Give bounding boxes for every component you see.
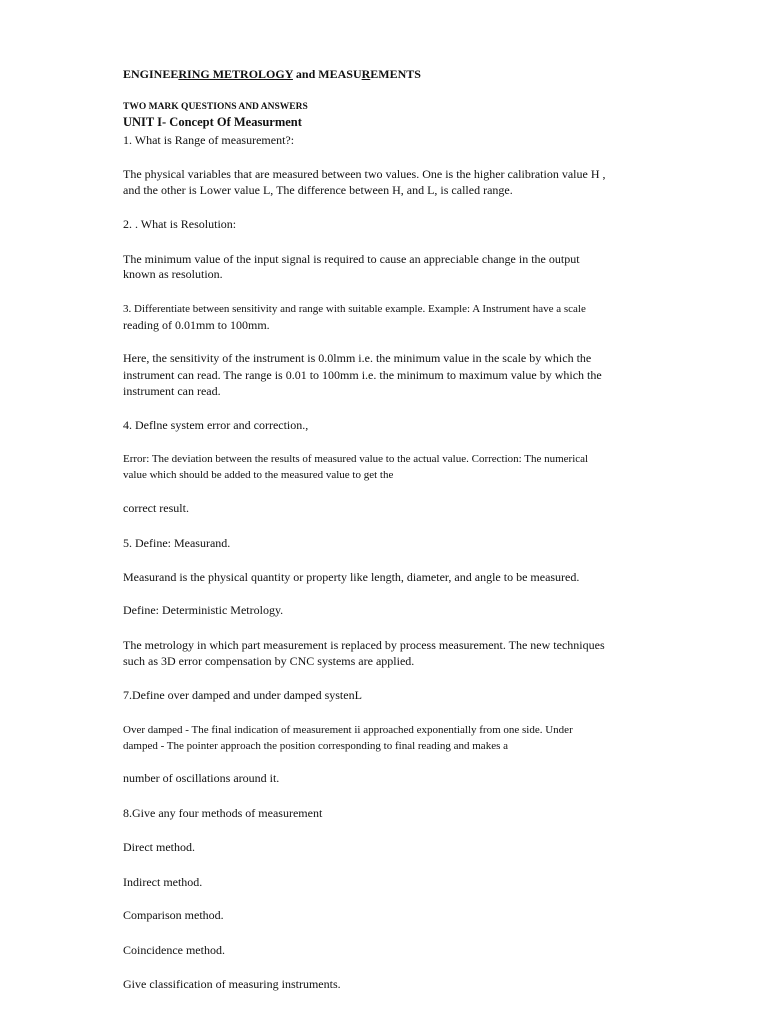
question-6: Define: Deterministic Metrology. [123,603,284,617]
answer-3-line-2: instrument can read. The range is 0.01 to 100mm i.e. the minimum to maximum value by which the [123,368,602,382]
question-5: 5. Define: Measurand. [123,536,231,550]
answer-7-line-3: number of oscillations around it. [123,771,280,785]
document-title [123,67,421,82]
answer-1-line-2: and the other is Lower value L, The difference between H, and L, is called range. [123,183,513,197]
title-part-1: ENGINEE [123,67,179,81]
method-coincidence: Coincidence method. [123,943,225,957]
unit-heading: UNIT I- Concept Of Measurment [123,115,302,129]
question-8: 8.Give any four methods of measurement [123,806,323,820]
answer-5: Measurand is the physical quantity or property like length, diameter, and angle to be measured. [123,570,580,584]
question-2: 2. . What is Resolution: [123,217,237,231]
answer-3-line-3: instrument can read. [123,384,221,398]
question-4: 4. Deflne system error and correction., [123,418,309,432]
answer-4-line-2: value which should be added to the measured value to get the [123,469,394,481]
document-subtitle: TWO MARK QUESTIONS AND ANSWERS [123,102,308,112]
method-comparison: Comparison method. [123,908,224,922]
answer-4-line-1: Error: The deviation between the results of measured value to the actual value. Correction: The numerical [123,453,589,465]
title-part-4: R [361,67,371,81]
answer-7-line-1: Over damped - The final indication of measurement ii approached exponentially from one side. Under [123,724,573,736]
title-part-3: and MEASU [292,67,362,81]
answer-2-line-1: The minimum value of the input signal is required to cause an appreciable change in the output [123,252,580,266]
question-3-line-1: 3. Differentiate between sensitivity and range with suitable example. Example: A Instrument have a scale [123,303,586,315]
title-part-5: EMENTS [370,67,421,81]
answer-1-line-1: The physical variables that are measured between two values. One is the higher calibration value H , [123,167,606,181]
answer-7-line-2: damped - The pointer approach the position corresponding to final reading and makes a [123,740,508,752]
question-1: 1. What is Range of measurement?: [123,133,295,147]
answer-3-line-1: Here, the sensitivity of the instrument is 0.0lmm i.e. the minimum value in the scale by which the [123,351,592,365]
answer-6-line-2: such as 3D error compensation by CNC systems are applied. [123,654,415,668]
question-7: 7.Define over damped and under damped systenL [123,688,362,702]
answer-4-line-3: correct result. [123,501,189,515]
answer-2-line-2: known as resolution. [123,267,223,281]
question-9: Give classification of measuring instruments. [123,977,341,991]
method-indirect: Indirect method. [123,875,203,889]
method-direct: Direct method. [123,840,195,854]
question-3-line-2: reading of 0.01mm to 100mm. [123,318,270,332]
answer-6-line-1: The metrology in which part measurement is replaced by process measurement. The new techniques [123,638,605,652]
title-part-2: RING METROLOGY [178,67,293,81]
